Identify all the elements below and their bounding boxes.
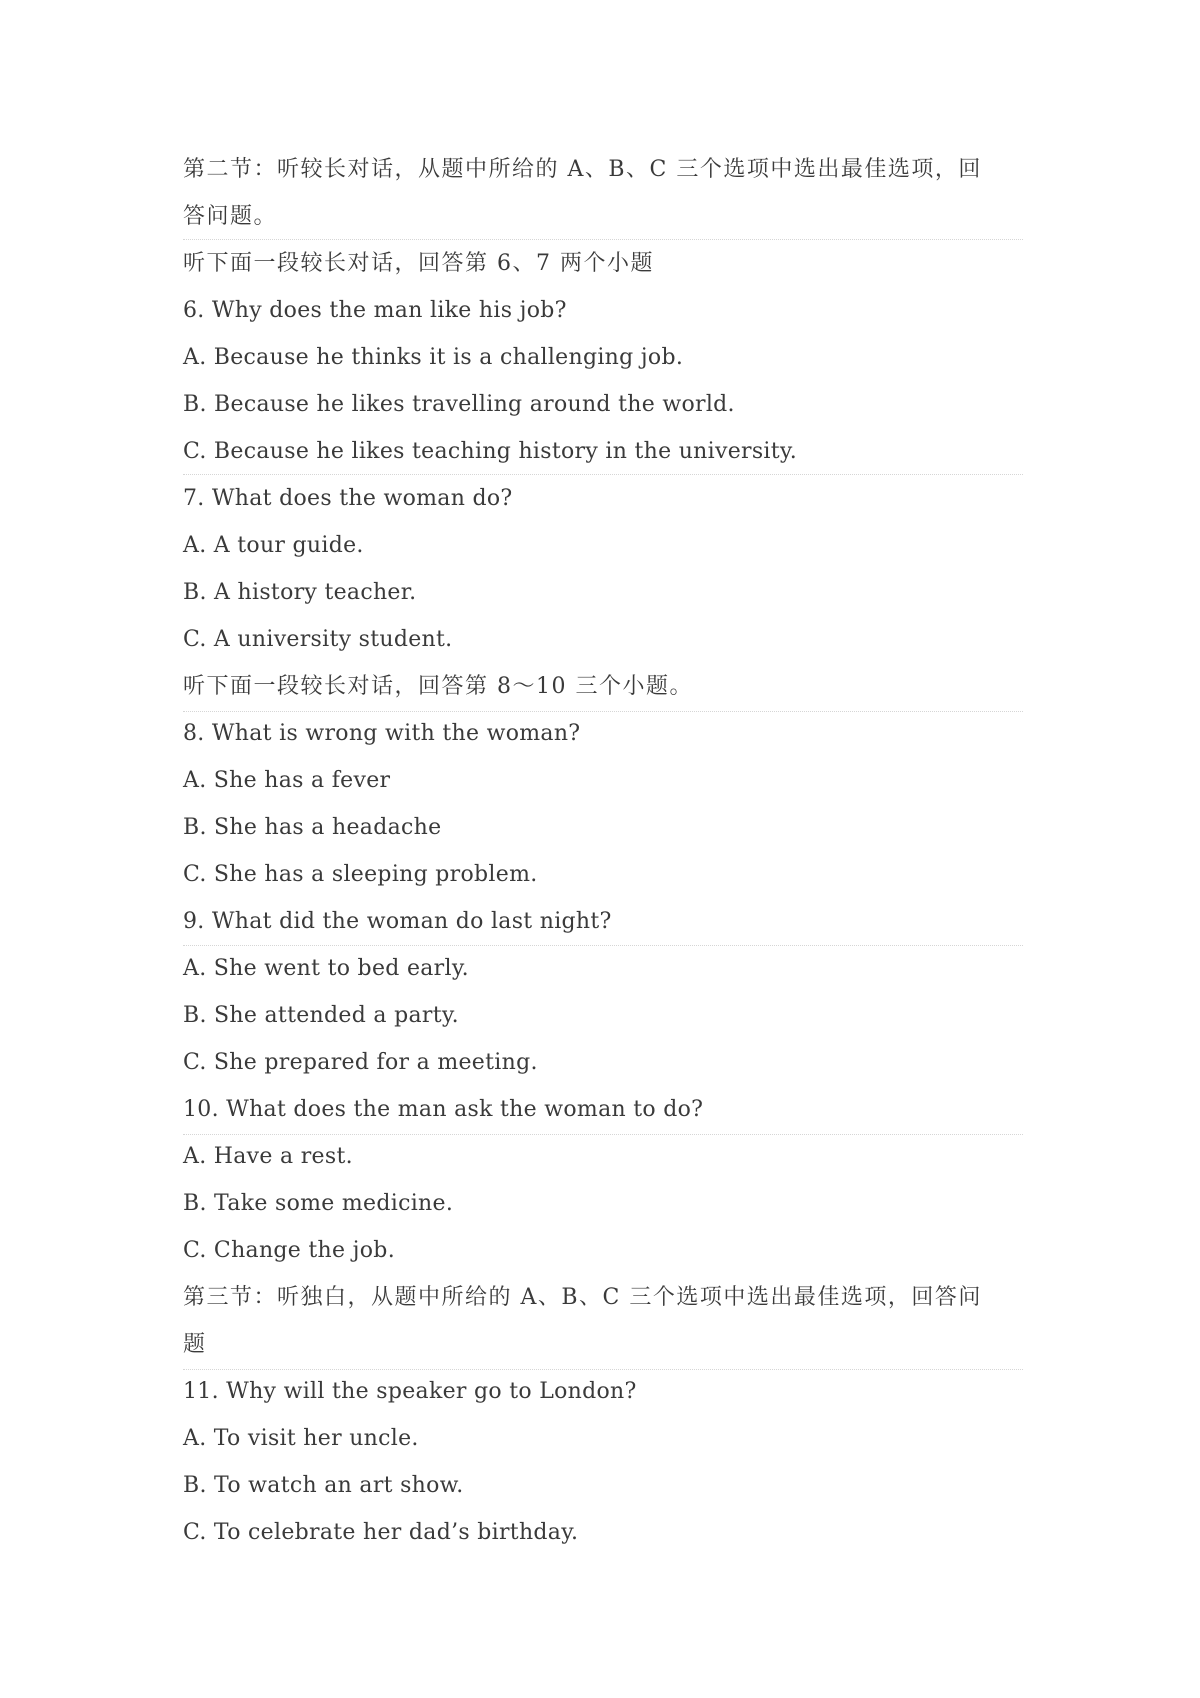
q10-option-c: C. Change the job. — [183, 1238, 395, 1263]
q6-option-c: C. Because he likes teaching history in the university. — [183, 439, 798, 464]
q9-option-b: B. She attended a party. — [183, 1003, 459, 1028]
q7-option-b: B. A history teacher. — [183, 580, 417, 605]
divider — [183, 474, 1023, 475]
q8-option-b: B. She has a headache — [183, 815, 442, 840]
q8-option-c: C. She has a sleeping problem. — [183, 862, 538, 887]
divider — [183, 239, 1023, 240]
section2-heading-line2: 答问题。 — [183, 204, 278, 229]
section3-heading-line2: 题 — [183, 1332, 207, 1357]
dialogue1-intro: 听下面一段较长对话，回答第 6、7 两个小题 — [183, 251, 654, 276]
q8-question: 8. What is wrong with the woman? — [183, 721, 581, 746]
q6-option-b: B. Because he likes travelling around the world. — [183, 392, 735, 417]
q6-question: 6. Why does the man like his job? — [183, 298, 567, 323]
section2-heading-line1: 第二节：听较长对话，从题中所给的 A、B、C 三个选项中选出最佳选项，回 — [183, 157, 982, 182]
q10-option-b: B. Take some medicine. — [183, 1191, 454, 1216]
q7-option-c: C. A university student. — [183, 627, 453, 652]
q11-option-c: C. To celebrate her dad’s birthday. — [183, 1520, 579, 1545]
q11-question: 11. Why will the speaker go to London? — [183, 1379, 637, 1404]
q9-question: 9. What did the woman do last night? — [183, 909, 612, 934]
q9-option-a: A. She went to bed early. — [183, 956, 469, 981]
dialogue2-intro: 听下面一段较长对话，回答第 8～10 三个小题。 — [183, 674, 693, 699]
q10-question: 10. What does the man ask the woman to do? — [183, 1097, 704, 1122]
section3-heading-line1: 第三节：听独白，从题中所给的 A、B、C 三个选项中选出最佳选项，回答问 — [183, 1285, 982, 1310]
q9-option-c: C. She prepared for a meeting. — [183, 1050, 538, 1075]
q8-option-a: A. She has a fever — [183, 768, 391, 793]
divider — [183, 945, 1023, 946]
q7-question: 7. What does the woman do? — [183, 486, 513, 511]
q10-option-a: A. Have a rest. — [183, 1144, 353, 1169]
q11-option-a: A. To visit her uncle. — [183, 1426, 419, 1451]
divider — [183, 711, 1023, 712]
q11-option-b: B. To watch an art show. — [183, 1473, 464, 1498]
divider — [183, 1369, 1023, 1370]
q7-option-a: A. A tour guide. — [183, 533, 364, 558]
q6-option-a: A. Because he thinks it is a challenging job. — [183, 345, 684, 370]
divider — [183, 1134, 1023, 1135]
